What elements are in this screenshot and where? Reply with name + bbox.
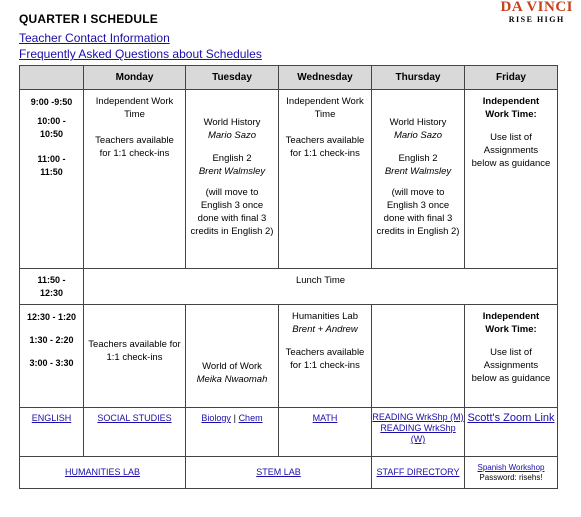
time-slot-5: 1:30 - 2:20 bbox=[29, 335, 74, 345]
math-link[interactable]: MATH bbox=[312, 413, 338, 423]
logo-line-1: DA VINCI bbox=[500, 0, 573, 15]
science-link-cell bbox=[186, 408, 279, 457]
zoom-link[interactable]: Scott's Zoom Link bbox=[467, 412, 555, 424]
tuesday-note: (will move to English 3 once done with final 3 credits in English 2) bbox=[190, 187, 274, 237]
friday-morning-title: Independent Work Time: bbox=[482, 96, 540, 120]
monday-morning bbox=[84, 90, 186, 269]
friday-afternoon-body: Use list of Assignments below as guidance bbox=[471, 347, 551, 384]
tuesday-wow-teacher: Meika Nwaomah bbox=[196, 374, 268, 385]
friday-afternoon bbox=[465, 305, 558, 408]
links-row-2 bbox=[20, 457, 558, 489]
wednesday-morning bbox=[279, 90, 372, 269]
monday-morning-line2: Teachers available for 1:1 check-ins bbox=[95, 135, 174, 159]
header-wednesday: Wednesday bbox=[279, 66, 372, 90]
stem-lab-link-cell bbox=[186, 457, 372, 489]
wednesday-morning-line1: Independent Work Time bbox=[286, 96, 364, 120]
header-friday: Friday bbox=[465, 66, 558, 90]
time-slot-6: 3:00 - 3:30 bbox=[29, 358, 74, 368]
thursday-wh-teacher: Mario Sazo bbox=[393, 130, 443, 141]
thursday-morning bbox=[372, 90, 465, 269]
page-title: QUARTER I SCHEDULE bbox=[19, 12, 158, 26]
time-slot-2: 10:00 - 10:50 bbox=[37, 116, 66, 139]
wednesday-humlab: Humanities Lab bbox=[291, 311, 358, 322]
teacher-contact-link[interactable]: Teacher Contact Information bbox=[19, 31, 170, 45]
time-slot-3: 11:00 - 11:50 bbox=[37, 154, 66, 177]
tuesday-wow: World of Work bbox=[202, 361, 262, 372]
zoom-link-cell bbox=[465, 408, 558, 457]
staff-directory-link-cell bbox=[372, 457, 465, 489]
friday-morning bbox=[465, 90, 558, 269]
wednesday-morning-line2: Teachers available for 1:1 check-ins bbox=[285, 135, 365, 159]
english-link[interactable]: ENGLISH bbox=[31, 413, 72, 423]
header-corner bbox=[20, 66, 84, 90]
thursday-eng-teacher: Brent Walmsley bbox=[384, 166, 452, 177]
science-link-separator: | bbox=[233, 413, 236, 423]
english-link-cell bbox=[20, 408, 84, 457]
reading-link-cell bbox=[372, 408, 465, 457]
math-link-cell bbox=[279, 408, 372, 457]
wednesday-humlab-teachers: Brent + Andrew bbox=[292, 324, 358, 335]
wednesday-afternoon bbox=[279, 305, 372, 408]
biology-link[interactable]: Biology bbox=[201, 413, 231, 423]
tuesday-eng: English 2 bbox=[212, 153, 252, 164]
lunch-cell: Lunch Time bbox=[84, 269, 558, 305]
spanish-workshop-link[interactable]: Spanish Workshop bbox=[477, 462, 545, 472]
thursday-wh: World History bbox=[389, 117, 447, 128]
time-slot-1: 9:00 -9:50 bbox=[30, 97, 73, 107]
reading-w-link[interactable]: READING WrkShp (W) bbox=[380, 423, 456, 444]
header-tuesday: Tuesday bbox=[186, 66, 279, 90]
tuesday-wh-teacher: Mario Sazo bbox=[207, 130, 257, 141]
afternoon-times bbox=[20, 305, 84, 408]
afternoon-row bbox=[20, 305, 558, 408]
social-studies-link[interactable]: SOCIAL STUDIES bbox=[97, 413, 172, 423]
spanish-password: Password: risehs! bbox=[479, 472, 543, 482]
friday-morning-body: Use list of Assignments below as guidance bbox=[471, 132, 551, 169]
spanish-link-cell bbox=[465, 457, 558, 489]
reading-m-link[interactable]: READING WrkShp (M) bbox=[372, 412, 464, 422]
header-thursday: Thursday bbox=[372, 66, 465, 90]
lunch-row bbox=[20, 269, 558, 305]
friday-afternoon-title: Independent Work Time: bbox=[482, 311, 540, 335]
thursday-note: (will move to English 3 once done with final 3 credits in English 2) bbox=[376, 187, 460, 237]
tuesday-eng-teacher: Brent Walmsley bbox=[198, 166, 266, 177]
time-slot-4: 12:30 - 1:20 bbox=[26, 312, 77, 322]
tuesday-morning bbox=[186, 90, 279, 269]
humanities-lab-link-cell bbox=[20, 457, 186, 489]
stem-lab-link[interactable]: STEM LAB bbox=[256, 467, 301, 477]
thursday-eng: English 2 bbox=[398, 153, 438, 164]
lunch-time: 11:50 - 12:30 bbox=[20, 269, 84, 305]
header-row bbox=[20, 66, 558, 90]
staff-directory-link[interactable]: STAFF DIRECTORY bbox=[376, 467, 460, 477]
school-logo bbox=[501, 0, 574, 24]
monday-afternoon: Teachers available for 1:1 check-ins bbox=[84, 305, 186, 408]
morning-times bbox=[20, 90, 84, 269]
header-monday: Monday bbox=[84, 66, 186, 90]
humanities-lab-link[interactable]: HUMANITIES LAB bbox=[64, 467, 140, 477]
logo-line-2: RISE HIGH bbox=[508, 15, 565, 24]
schedule-table bbox=[19, 65, 558, 489]
links-row-1 bbox=[20, 408, 558, 457]
faq-link[interactable]: Frequently Asked Questions about Schedules bbox=[19, 47, 262, 61]
morning-row bbox=[20, 90, 558, 269]
chem-link[interactable]: Chem bbox=[238, 413, 263, 423]
wednesday-afternoon-body: Teachers available for 1:1 check-ins bbox=[285, 347, 365, 371]
monday-morning-line1: Independent Work Time bbox=[95, 96, 174, 120]
tuesday-afternoon bbox=[186, 305, 279, 408]
thursday-afternoon bbox=[372, 305, 465, 408]
tuesday-wh: World History bbox=[203, 117, 261, 128]
social-studies-link-cell bbox=[84, 408, 186, 457]
